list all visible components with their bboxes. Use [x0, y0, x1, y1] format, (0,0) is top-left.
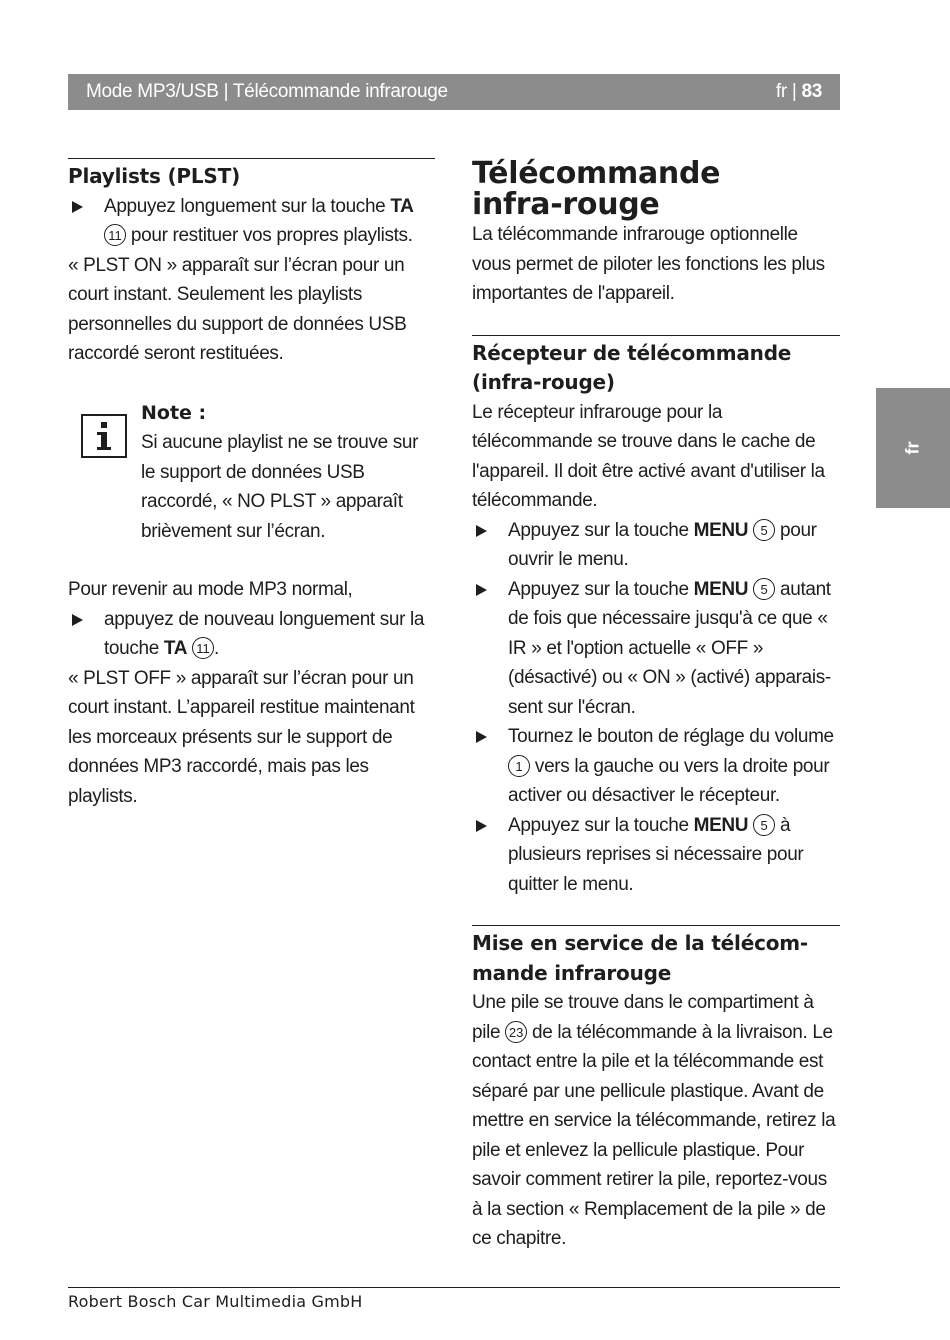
- callout-number: 23: [505, 1021, 527, 1043]
- callout-number: 11: [104, 224, 126, 246]
- header-title: Mode MP3/USB | Télécommande infrarouge: [86, 81, 448, 102]
- right-column: [472, 158, 840, 1254]
- intro-paragraph: La télécommande infrarouge optionnelle vous permet de piloter les fonctions les plus importantes de l'appareil.: [472, 224, 825, 304]
- note-box: [68, 399, 435, 547]
- side-tab-label: fr: [902, 441, 923, 455]
- left-column: [68, 158, 435, 811]
- callout-number: 1: [508, 755, 530, 777]
- callout-number: 5: [753, 814, 775, 836]
- page-title: Télécommande infra-rouge: [472, 156, 721, 222]
- bullet-item: Appuyez sur la touche MENU 5 à plusieurs reprises si nécessaire pour quitter le menu.: [472, 811, 840, 900]
- footer-rule: [68, 1287, 840, 1288]
- paragraph: Pour revenir au mode MP3 normal,: [68, 579, 353, 600]
- note-text: Si aucune playlist ne se trouve sur le support de données USB raccordé, « NO PLST » apparaît brièvement sur l’écran.: [141, 432, 419, 542]
- setup-heading: Mise en service de la télécom-mande infrarouge: [472, 931, 809, 985]
- bullet-item: Appuyez longuement sur la touche TA 11 pour restituer vos propres playlists.: [68, 192, 435, 251]
- language-side-tab: [876, 388, 950, 508]
- bullet-arrow-icon: [476, 525, 487, 537]
- bullet-arrow-icon: [476, 820, 487, 832]
- bullet-arrow-icon: [476, 731, 487, 743]
- callout-number: 5: [753, 578, 775, 600]
- bullet-arrow-icon: [72, 614, 83, 626]
- playlists-heading: Playlists (PLST): [68, 164, 241, 188]
- bullet-item: appuyez de nouveau longuement sur la touche TA 11 .: [68, 605, 435, 664]
- paragraph: « PLST ON » apparaît sur l’écran pour un court instant. Seulement les playlists personnelles du support de données USB raccordé seront restituées.: [68, 254, 407, 364]
- callout-number: 11: [192, 637, 214, 659]
- note-title: Note :: [141, 401, 207, 424]
- header-page-number: fr | 83: [775, 81, 822, 102]
- receiver-heading: Récepteur de télécommande (infra-rouge): [472, 340, 792, 394]
- paragraph: Une pile se trouve dans le compartiment à pile 23 de la télécommande à la livraison. Le contact entre la pile et la télécommande est séparé par une pellicule plastique. Avant de mettre en service la télécommande, retirez la pile et enlevez la pellicule plastique. Pour savoir comment retirer la pile, reportez-vous à la section « Remplacement de la pile » de ce chapitre.: [472, 992, 836, 1249]
- callout-number: 5: [753, 519, 775, 541]
- bullet-item: Tournez le bouton de réglage du volume 1 vers la gauche ou vers la droite pour activer ou désactiver le récepteur.: [472, 722, 840, 811]
- paragraph: Le récepteur infrarouge pour la télécommande se trouve dans le cache de l'appareil. Il doit être activé avant d'utiliser la télécommande.: [472, 401, 825, 511]
- page-header: [68, 74, 840, 110]
- bullet-arrow-icon: [72, 201, 83, 213]
- footer-company: Robert Bosch Car Multimedia GmbH: [68, 1292, 363, 1311]
- bullet-item: Appuyez sur la touche MENU 5 pour ouvrir le menu.: [472, 516, 840, 575]
- bullet-item: Appuyez sur la touche MENU 5 autant de fois que nécessaire jusqu'à ce que « IR » et l'option actuelle « OFF » (désactivé) ou « ON » (activé) apparais-sent sur l'écran.: [472, 575, 840, 723]
- paragraph: « PLST OFF » apparaît sur l’écran pour un court instant. L’appareil restitue maintenant les morceaux présents sur le support de données MP3 raccordé, mais pas les playlists.: [68, 667, 415, 807]
- bullet-arrow-icon: [476, 584, 487, 596]
- info-icon: [81, 414, 127, 458]
